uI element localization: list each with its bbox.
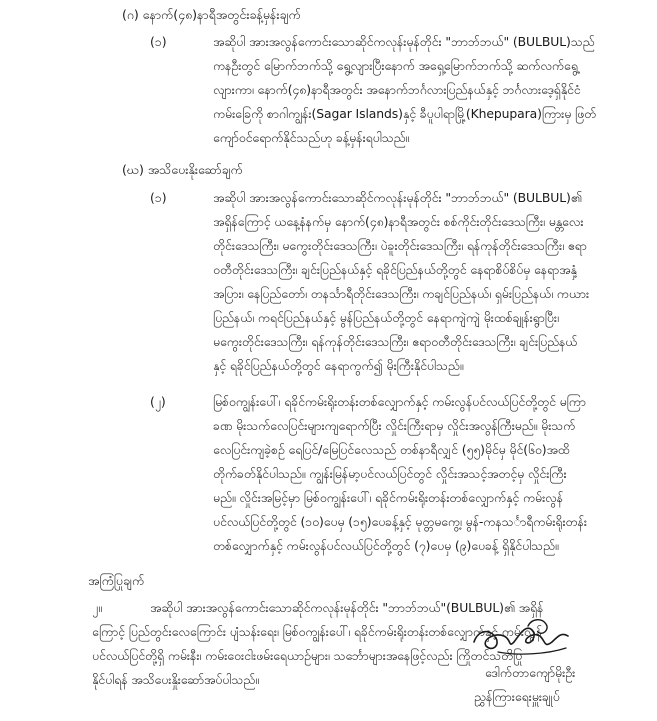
paragraph-line: အဆိုပါ အားအလွန်ကောင်းသောဆိုင်ကလုန်းမုန်တိုင်း "ဘာဘ်ဘယ်" (BULBUL)၏	[213, 190, 582, 205]
paragraph-line: ဝတီတိုင်းဒေသကြီး၊ ချင်းပြည်နယ်နှင့် ရခိုင်ပြည်နယ်တို့တွင် နေရာစိပ်စိပ်မှ နေရာအနှံ့	[213, 262, 577, 277]
paragraph-line: အပြား၊ နေပြည်တော်၊ တနင်္သာရီတိုင်းဒေသကြီး၊ ကချင်ပြည်နယ်၊ ရှမ်းပြည်နယ်၊ ကယား	[213, 286, 589, 301]
paragraph-line: အဆိုပါ အားအလွန်ကောင်းသောဆိုင်ကလုန်းမုန်တိုင်း "ဘာဘ်ဘယ်"(BULBUL)၏ အရှိန်	[150, 600, 544, 615]
paragraph-line: ကမ်းခြေကို စာဂါကျွန်း(Sagar Islands)နှင့် ခီပူပါရာမြို့(Khepupara)ကြားမှ ဖြတ်	[213, 106, 597, 121]
item-marker: (၁)	[150, 34, 167, 49]
section-heading-warning: (ဃ) အသိပေးနိုးဆော်ချက်	[122, 162, 243, 177]
paragraph-line: ကျော်ဝင်ရောက်နိုင်သည်ဟု ခန့်မှန်းရပါသည်။	[213, 130, 410, 145]
paragraph-line: အရှိန်ကြောင့် ယနေ့နံနက်မှ နောက်(၄၈)နာရီအတွင်း စစ်ကိုင်းတိုင်းဒေသကြီး၊ မန္တလေး	[213, 214, 584, 229]
paragraph-line: မြစ်ဝကျွန်းပေါ်၊ ရခိုင်ကမ်းရိုးတန်းတစ်လျှောက်နှင့် ကမ်းလွန်ပင်လယ်ပြင်တို့တွင် မကြာ	[213, 394, 586, 409]
paragraph-line: ပင်လယ်ပြင်တို့တွင် (၁၀)ပေမှ (၁၅)ပေခန့်နှင့် မုတ္တမကွေ့၊ မွန်-ကနသင်္ာရီကမ်းရိုးတန်း	[213, 514, 587, 529]
item-marker: (၁)	[150, 190, 167, 205]
paragraph-marker: ၂။	[92, 600, 102, 615]
paragraph-line: လေပြင်းကျခဲ့စဉ် ရေပြင်/မြေပြင်လေသည် တစ်နာရီလျှင် (၅၅)မိုင်မှ မိုင်(၆၀)အထိ	[213, 442, 570, 457]
paragraph-line: ခဏ မိုးသက်လေပြင်းများကျရောက်ပြီး လှိုင်းကြီးရာမှ လှိုင်းအလွန်ကြီးမည်။ မိုးသက်	[213, 418, 576, 433]
signatory-name: ဒေါက်တာကျော်မိုးဦး	[485, 665, 576, 680]
handwritten-signature	[468, 612, 578, 660]
paragraph-line: မည်။ လှိုင်းအမြင့်မှာ မြစ်ဝကျွန်းပေါ်၊ ရခိုင်ကမ်းရိုးတန်းတစ်လျှောက်နှင့် ကမ်းလွန်	[213, 490, 563, 505]
paragraph-line: ပြည်နယ်၊ ကရင်ပြည်နယ်နှင့် မွန်ပြည်နယ်တို့တွင် နေရာကျဲကျဲ မိုးထစ်ချုန်းရွာပြီး၊	[213, 310, 559, 325]
item-marker: (၂)	[150, 394, 166, 409]
paragraph-line: အဆိုပါ အားအလွန်ကောင်းသောဆိုင်ကလုန်းမုန်တိုင်း "ဘာဘ်ဘယ်" (BULBUL)သည်	[213, 34, 595, 49]
paragraph-line: နိုင်ပါရန် အသိပေးနှိုးဆော်အပ်ပါသည်။	[92, 672, 259, 687]
recommendation-heading: အကြံပြုချက်	[88, 573, 145, 588]
paragraph-line: မကွေးတိုင်းဒေသကြီး၊ ရန်ကုန်တိုင်းဒေသကြီး၊ ဧရာဝတီတိုင်းဒေသကြီး၊ ချင်းပြည်နယ်	[213, 334, 578, 349]
section-heading-forecast: (ဂ) နောက်(၄၈)နာရီအတွင်းခန့်မှန်းချက်	[122, 7, 301, 22]
paragraph-line: ပင်လယ်ပြင်တို့ရှိ ကမ်းနီး၊ ကမ်းဝေးငါးဖမ်းရေယာဉ်များ၊ သင်္ဘောများအနေဖြင့်လည်း ကြိုတင်သတိပြု	[92, 648, 523, 663]
paragraph-line: တိုက်ခတ်နိုင်ပါသည်။ ကျွန်းမြန်မာ့ပင်လယ်ပြင်တွင် လှိုင်းအသင့်အတင့်မှ လှိုင်းကြီး	[213, 466, 567, 481]
paragraph-line: တိုင်းဒေသကြီး၊ မကွေးတိုင်းဒေသကြီး၊ ပဲခူးတိုင်းဒေသကြီး၊ ရန်ကုန်တိုင်းဒေသကြီး၊ ဧရာ	[213, 238, 587, 253]
paragraph-line: နှင့် ရခိုင်ပြည်နယ်တို့တွင် နေရာကွက်၍ မိုးကြီးနိုင်ပါသည်။	[213, 358, 464, 373]
paragraph-line: ကနဦးတွင် မြောက်ဘက်သို့ ရွေ့လျားပြီးနောက် အရှေ့မြောက်ဘက်သို့ ဆက်လက်ရွေ့	[213, 58, 578, 73]
signatory-title: ညွှန်ကြားရေးမှူးချုပ်	[474, 689, 560, 704]
paragraph-line: ကြောင့် ပြည်တွင်းလေကြောင်း ပျံသန်းရေး၊ မြစ်ဝကျွန်းပေါ်၊ ရခိုင်ကမ်းရိုးတန်းတစ်လျှောက်နှင့် ကမ်းလွန်	[92, 624, 542, 639]
paragraph-line: တစ်လျှောက်နှင့် ကမ်းလွန်ပင်လယ်ပြင်တို့တွင် (၇)ပေမှ (၉)ပေခန့် ရှိနိုင်ပါသည်။	[213, 538, 559, 553]
paragraph-line: လျားကာ၊ နောက်(၄၈)နာရီအတွင်း အနောက်ဘင်္ဂလားပြည်နယ်နှင့် ဘင်္ဂလားဒေ့ရှ်နိုင်ငံ	[213, 82, 581, 97]
